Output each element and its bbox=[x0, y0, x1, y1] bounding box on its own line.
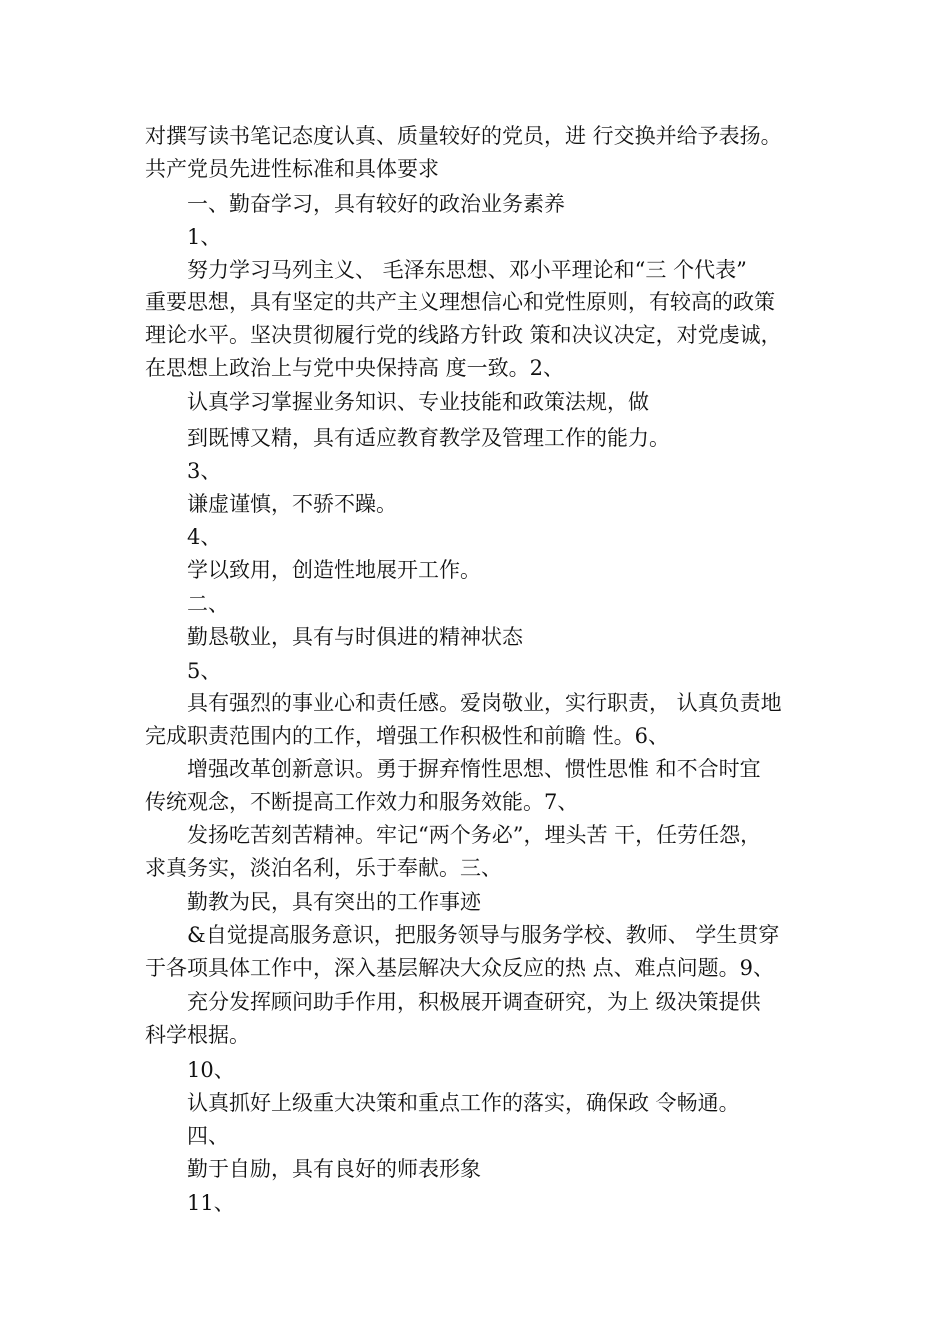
text-line: 努力学习马列主义、 毛泽东思想、邓小平理论和“三 个代表” bbox=[187, 258, 747, 282]
heading-number: 二、 bbox=[187, 592, 229, 616]
text-line: 理论水平。坚决贯彻履行党的线路方针政 策和决议决定，对党虔诚， bbox=[145, 323, 782, 347]
text-line: 谦虚谨慎，不骄不躁。 bbox=[187, 492, 397, 516]
text-line: 增强改革创新意识。勇于摒弃惰性思想、惯性思惟 和不合时宜 bbox=[187, 757, 761, 781]
heading-1: 一、勤奋学习，具有较好的政治业务素养 bbox=[187, 192, 565, 216]
item-number: 5、 bbox=[187, 659, 222, 683]
text-line: 学以致用，创造性地展开工作。 bbox=[187, 558, 481, 582]
text-line: 传统观念，不断提高工作效力和服务效能。7、 bbox=[145, 790, 579, 814]
text-line: 充分发挥顾问助手作用，积极展开调查研究，为上 级决策提供 bbox=[187, 990, 761, 1014]
text-line: 到既博又精，具有适应教育教学及管理工作的能力。 bbox=[187, 426, 670, 450]
text-line: 认真学习掌握业务知识、专业技能和政策法规，做 bbox=[187, 390, 649, 414]
heading-2: 勤恳敬业，具有与时俱进的精神状态 bbox=[187, 625, 523, 649]
text-line: 在思想上政治上与党中央保持高 度一致。2、 bbox=[145, 356, 565, 380]
text-line: 于各项具体工作中，深入基层解决大众反应的热 点、难点问题。9、 bbox=[145, 956, 775, 980]
section-title: 共产党员先进性标准和具体要求 bbox=[145, 157, 439, 181]
text-line: 重要思想，具有坚定的共产主义理想信心和党性原则，有较高的政策 bbox=[145, 290, 775, 314]
text-line: 对撰写读书笔记态度认真、质量较好的党员，进 行交换并给予表扬。 bbox=[145, 124, 782, 148]
text-line: 具有强烈的事业心和责任感。爱岗敬业，实行职责， 认真负责地 bbox=[187, 691, 782, 715]
text-line: &自觉提高服务意识，把服务领导与服务学校、教师、 学生贯穿 bbox=[187, 923, 780, 947]
item-number: 4、 bbox=[187, 525, 222, 549]
item-number: 11、 bbox=[187, 1191, 235, 1215]
text-line: 科学根据。 bbox=[145, 1023, 250, 1047]
item-number: 10、 bbox=[187, 1058, 235, 1082]
item-number: 1、 bbox=[187, 225, 222, 249]
heading-number: 四、 bbox=[187, 1124, 229, 1148]
text-line: 发扬吃苦刻苦精神。牢记“两个务必”，埋头苦 干，任劳任怨， bbox=[187, 823, 762, 847]
text-line: 求真务实，淡泊名利，乐于奉献。三、 bbox=[145, 856, 502, 880]
heading-4: 勤于自励，具有良好的师表形象 bbox=[187, 1157, 481, 1181]
text-line: 认真抓好上级重大决策和重点工作的落实，确保政 令畅通。 bbox=[187, 1091, 740, 1115]
text-line: 完成职责范围内的工作，增强工作积极性和前瞻 性。6、 bbox=[145, 724, 670, 748]
item-number: 3、 bbox=[187, 459, 222, 483]
heading-3: 勤教为民，具有突出的工作事迹 bbox=[187, 890, 481, 914]
